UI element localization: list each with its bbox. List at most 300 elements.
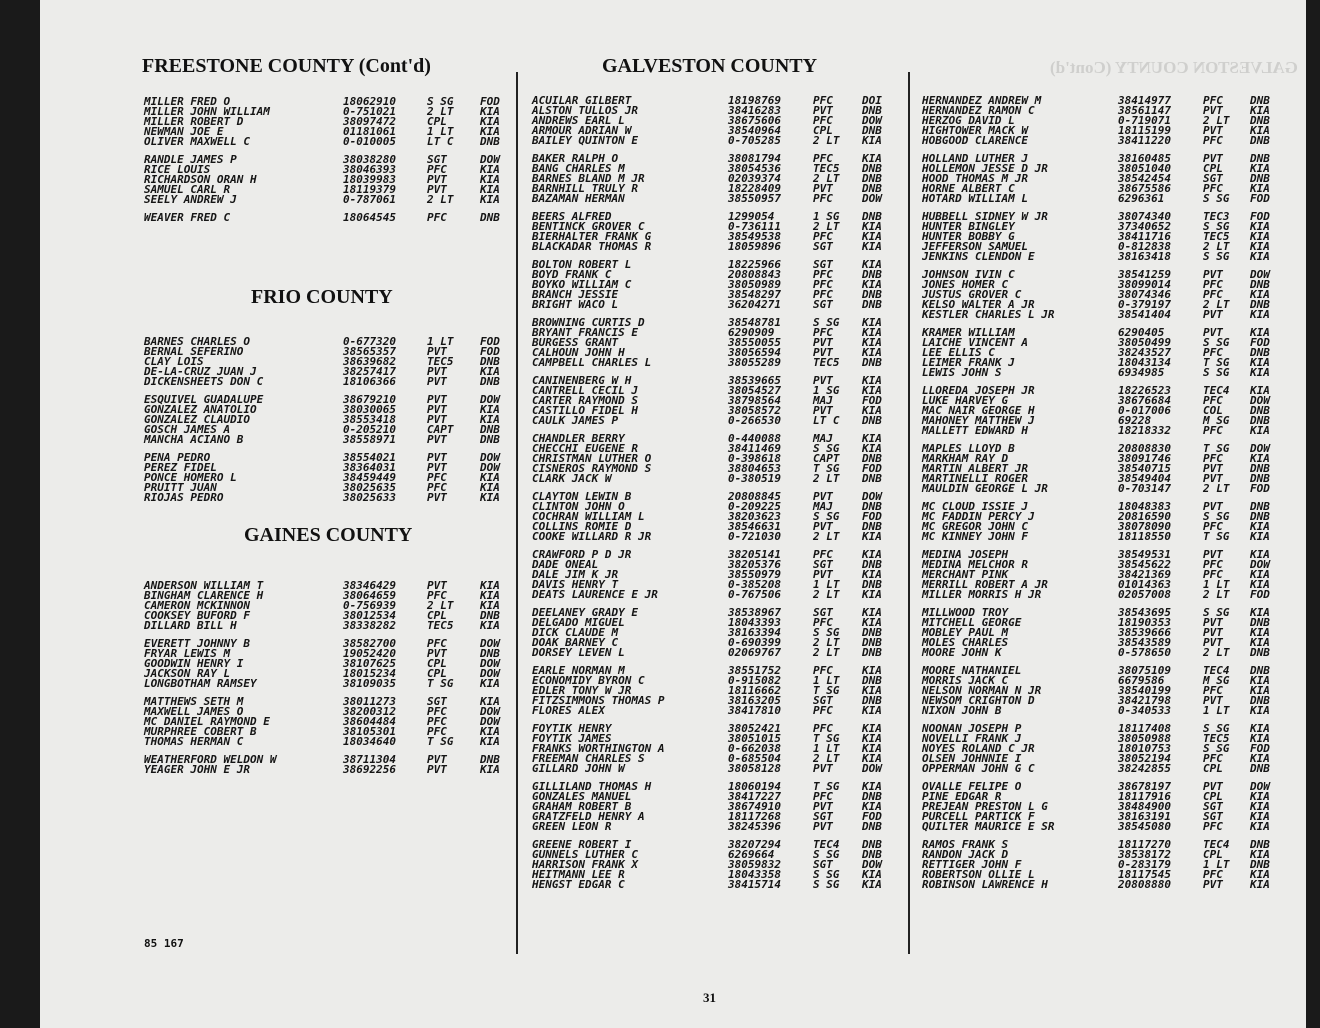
service-number: 0-721030 [728,530,781,543]
rank: PFC [427,163,447,176]
entry-group [922,444,1292,494]
status-code: DNB [1250,858,1270,871]
service-number: 38545622 [1118,558,1171,571]
rank: 2 LT [427,105,454,118]
frio-county-list [144,337,504,511]
casualty-name: HOOD THOMAS M JR [922,172,1028,185]
service-number: 38203623 [728,510,781,523]
casualty-name: HERNANDEZ ANDREW M [922,94,1042,107]
rank: S SG [1203,336,1230,349]
casualty-row [532,880,892,890]
status-code: DNB [1250,472,1270,485]
service-number: 38675606 [728,114,781,127]
service-number: 38200312 [343,705,396,718]
casualty-name: NOONAN JOSEPH P [922,722,1022,735]
service-number: 38639682 [343,355,396,368]
casualty-name: BIERHALTER FRANK G [532,230,652,243]
casualty-name: ANDREWS EARL L [532,114,625,127]
casualty-name: PONCE HOMERO L [144,471,237,484]
rank: TEC5 [427,355,454,368]
service-number: 38030065 [343,403,396,416]
status-code: KIA [1250,250,1270,263]
rank: PFC [427,715,447,728]
status-code: FOD [1250,192,1270,205]
status-code: DNB [1250,414,1270,427]
casualty-name: MILLWOOD TROY [922,606,1009,619]
entry-group [144,337,504,387]
rank: PFC [813,326,833,339]
entry-group [532,666,892,716]
status-code: KIA [862,878,882,891]
casualty-name: KRAMER WILLIAM [922,326,1015,339]
entry-group [922,724,1292,774]
status-code: KIA [1250,732,1270,745]
rank: TEC5 [813,162,840,175]
casualty-name: WEAVER FRED C [144,211,231,224]
rank: PVT [1203,616,1223,629]
bleed-through-text: GALVESTON COUNTY (Cont'd) [1050,58,1298,77]
entry-group [532,154,892,204]
rank: S SG [813,442,840,455]
rank: PFC [1203,288,1223,301]
status-code: FOD [862,810,882,823]
rank: PFC [813,94,833,107]
status-code: KIA [480,163,500,176]
service-number: 18106366 [343,375,396,388]
casualty-name: DILLARD BILL H [144,619,237,632]
status-code: DNB [480,135,500,148]
casualty-name: JEFFERSON SAMUEL [922,240,1028,253]
entry-group [144,697,504,747]
rank: CAPT [813,452,840,465]
rank: PVT [813,104,833,117]
rank: TEC5 [427,619,454,632]
rank: PFC [1203,520,1223,533]
entry-group [922,212,1292,262]
casualty-name: BARNES CHARLES O [144,335,250,348]
rank: PVT [1203,104,1223,117]
casualty-name: PRUITT JUAN [144,481,217,494]
service-number: 38679210 [343,393,396,406]
service-number: 38548297 [728,288,781,301]
status-code: KIA [862,742,882,755]
rank: PVT [813,568,833,581]
casualty-name: NIXON JOHN B [922,704,1002,717]
entry-group [922,608,1292,658]
casualty-name: GRATZFELD HENRY A [532,810,645,823]
rank: 1 SG [813,210,840,223]
service-number: 18117270 [1118,838,1171,851]
casualty-name: HENGST EDGAR C [532,878,625,891]
status-code: KIA [862,732,882,745]
casualty-name: ANDERSON WILLIAM T [144,579,264,592]
casualty-name: MAPLES LLOYD B [922,442,1015,455]
service-number: 6296361 [1118,192,1165,205]
casualty-name: CHANDLER BERRY [532,432,625,445]
casualty-row [532,242,892,252]
status-code: FOD [1250,482,1270,495]
rank: PFC [1203,684,1223,697]
rank: PVT [1203,124,1223,137]
service-number: 18015234 [343,667,396,680]
rank: TEC4 [813,838,840,851]
casualty-name: EVERETT JOHNNY B [144,637,250,650]
service-number: 38364031 [343,461,396,474]
service-number: 6290909 [728,326,775,339]
entry-group [532,550,892,600]
casualty-name: MORRIS JACK C [922,674,1009,687]
rank: PVT [813,336,833,349]
casualty-name: BOYD FRANK C [532,268,612,281]
service-number: 6679586 [1118,674,1165,687]
casualty-row [144,137,504,147]
service-number: 0-205210 [343,423,396,436]
status-code: KIA [480,619,500,632]
casualty-name: MEDINA MELCHOR R [922,558,1028,571]
entry-group [922,502,1292,542]
heading-frio-county: FRIO COUNTY [251,286,393,308]
rank: PVT [813,182,833,195]
service-number: 38243527 [1118,346,1171,359]
rank: PVT [427,413,447,426]
rank: PFC [427,705,447,718]
rank: CPL [1203,762,1223,775]
casualty-name: MILLER JOHN WILLIAM [144,105,270,118]
casualty-row [922,252,1292,262]
rank: PVT [813,762,833,775]
service-number: 38064659 [343,589,396,602]
entry-group [532,212,892,252]
service-number: 38804653 [728,462,781,475]
casualty-name: HEITMANN LEE R [532,868,625,881]
rank: LT C [427,135,454,148]
rank: 2 LT [813,588,840,601]
casualty-name: RANDON JACK D [922,848,1009,861]
casualty-name: KESTLER CHARLES L JR [922,308,1055,321]
entry-group [922,840,1292,890]
status-code: KIA [1250,606,1270,619]
service-number: 38551752 [728,664,781,677]
service-number: 38074346 [1118,288,1171,301]
casualty-name: RETTIGER JOHN F [922,858,1022,871]
casualty-name: ARMOUR ADRIAN W [532,124,632,137]
status-code: DOW [480,393,500,406]
status-code: KIA [862,258,882,271]
service-number: 38415714 [728,878,781,891]
entry-group [144,581,504,631]
service-number: 38416283 [728,104,781,117]
casualty-name: CISNEROS RAYMOND S [532,462,652,475]
service-number: 38549531 [1118,548,1171,561]
service-number: 38546631 [728,520,781,533]
status-code: KIA [1250,800,1270,813]
casualty-row [922,426,1292,436]
casualty-row [922,880,1292,890]
service-number: 38692256 [343,763,396,776]
casualty-name: DORSEY LEVEN L [532,646,625,659]
rank: PVT [427,173,447,186]
casualty-name: CLARK JACK W [532,472,612,485]
status-code: DNB [480,609,500,622]
casualty-row [532,822,892,832]
rank: TEC4 [1203,384,1230,397]
rank: PFC [427,481,447,494]
casualty-name: LEWIS JOHN S [922,366,1002,379]
rank: CPL [1203,848,1223,861]
entry-group [922,154,1292,204]
rank: 2 LT [813,530,840,543]
status-code: DNB [1250,152,1270,165]
casualty-row [532,590,892,600]
rank: PFC [1203,346,1223,359]
rank: 1 LT [813,578,840,591]
casualty-name: NOYES ROLAND C JR [922,742,1035,755]
casualty-name: PEREZ FIDEL [144,461,217,474]
casualty-name: MANCHA ACIANO B [144,433,244,446]
rank: S SG [1203,510,1230,523]
status-code: KIA [1250,790,1270,803]
service-number: 18043134 [1118,356,1171,369]
service-number: 18225966 [728,258,781,271]
service-number: 6269664 [728,848,775,861]
rank: PFC [1203,424,1223,437]
status-code: KIA [1250,868,1270,881]
casualty-row [532,764,892,774]
service-number: 38550979 [728,568,781,581]
status-code: DOW [480,705,500,718]
casualty-name: MARTINELLI ROGER [922,472,1028,485]
rank: T SG [813,780,840,793]
rank: PVT [813,800,833,813]
service-number: 0-812838 [1118,240,1171,253]
casualty-name: MITCHELL GEORGE [922,616,1022,629]
rank: PVT [1203,268,1223,281]
column-divider-right [908,72,910,954]
casualty-name: ACUILAR GILBERT [532,94,632,107]
rank: 1 LT [813,674,840,687]
status-code: DNB [862,268,882,281]
rank: PFC [813,722,833,735]
status-code: KIA [1250,520,1270,533]
rank: COL [1203,404,1223,417]
rank: T SG [427,735,454,748]
status-code: DNB [1250,114,1270,127]
casualty-name: COLLINS ROMIE D [532,520,632,533]
casualty-name: GONZALES MANUEL [532,790,632,803]
service-number: 38207294 [728,838,781,851]
service-number: 0-578650 [1118,646,1171,659]
status-code: KIA [480,105,500,118]
rank: S SG [813,510,840,523]
service-number: 38078090 [1118,520,1171,533]
rank: SGT [1203,800,1223,813]
rank: PVT [1203,152,1223,165]
service-number: 38075109 [1118,664,1171,677]
casualty-row [532,416,892,426]
rank: PVT [1203,636,1223,649]
status-code: KIA [480,193,500,206]
rank: T SG [1203,356,1230,369]
service-number: 38054536 [728,162,781,175]
status-code: KIA [862,384,882,397]
status-code: KIA [1250,626,1270,639]
casualty-name: PENA PEDRO [144,451,211,464]
casualty-row [532,706,892,716]
service-number: 38540964 [728,124,781,137]
casualty-name: GILLILAND THOMAS H [532,780,652,793]
service-number: 38798564 [728,394,781,407]
casualty-name: PURCELL PARTICK F [922,810,1035,823]
status-code: DNB [862,674,882,687]
rank: 1 LT [813,742,840,755]
casualty-name: MILLER ROBERT D [144,115,244,128]
rank: SGT [427,695,447,708]
rank: PFC [813,152,833,165]
service-number: 38050988 [1118,732,1171,745]
service-number: 37340652 [1118,220,1171,233]
rank: PFC [813,230,833,243]
rank: PVT [1203,694,1223,707]
casualty-row [922,484,1292,494]
rank: PFC [1203,452,1223,465]
service-number: 38538172 [1118,848,1171,861]
rank: MAJ [813,394,833,407]
status-code: DNB [862,414,882,427]
rank: M SG [1203,414,1230,427]
casualty-name: HARRISON FRANK X [532,858,638,871]
rank: PFC [427,471,447,484]
freestone-county-list [144,97,504,231]
status-code: DNB [862,848,882,861]
service-number: 38543695 [1118,606,1171,619]
rank: 2 LT [1203,482,1230,495]
status-code: FOD [862,462,882,475]
casualty-name: DELGADO MIGUEL [532,616,625,629]
service-number: 20816590 [1118,510,1171,523]
galveston-county-list-1 [532,96,892,898]
rank: PVT [427,753,447,766]
rank: PFC [1203,134,1223,147]
status-code: KIA [862,616,882,629]
service-number: 18198769 [728,94,781,107]
casualty-name: PINE EDGAR R [922,790,1002,803]
service-number: 38046393 [343,163,396,176]
service-number: 38011273 [343,695,396,708]
service-number: 0-380519 [728,472,781,485]
heading-galveston-county: GALVESTON COUNTY [602,55,818,77]
status-code: DNB [862,646,882,659]
service-number: 38548781 [728,316,781,329]
service-number: 38054527 [728,384,781,397]
casualty-name: DEELANEY GRADY E [532,606,638,619]
rank: TEC5 [1203,732,1230,745]
rank: PFC [813,790,833,803]
rank: TEC5 [813,356,840,369]
service-number: 18226523 [1118,384,1171,397]
casualty-name: LEE ELLIS C [922,346,995,359]
service-number: 0-685504 [728,752,781,765]
status-code: DOW [1250,442,1270,455]
rank: 2 LT [813,220,840,233]
casualty-name: MC KINNEY JOHN F [922,530,1028,543]
casualty-name: GRAHAM ROBERT B [532,800,632,813]
status-code: KIA [480,481,500,494]
status-code: KIA [1250,674,1270,687]
rank: S SG [1203,220,1230,233]
entry-group [532,840,892,890]
casualty-name: BERNAL SEFERINO [144,345,244,358]
service-number: 0-379197 [1118,298,1171,311]
casualty-name: NEWMAN JOE E [144,125,224,138]
status-code: DNB [1250,646,1270,659]
status-code: KIA [480,413,500,426]
casualty-name: SEELY ANDREW J [144,193,237,206]
service-number: 38055289 [728,356,781,369]
rank: TEC5 [1203,230,1230,243]
service-number: 38338282 [343,619,396,632]
status-code: FOD [1250,588,1270,601]
rank: PVT [427,647,447,660]
casualty-name: HIGHTOWER MACK W [922,124,1028,137]
rank: PVT [813,820,833,833]
rank: PFC [1203,558,1223,571]
casualty-name: CHRISTMAN LUTHER O [532,452,652,465]
status-code: FOD [480,345,500,358]
status-code: KIA [1250,240,1270,253]
service-number: 38541404 [1118,308,1171,321]
casualty-name: RAMOS FRANK S [922,838,1009,851]
casualty-name: MAHONEY MATTHEW J [922,414,1035,427]
service-number: 18115199 [1118,124,1171,137]
service-number: 6934985 [1118,366,1165,379]
entry-group [532,608,892,658]
service-number: 0-736111 [728,220,781,233]
service-number: 38105301 [343,725,396,738]
status-code: DOW [862,490,882,503]
rank: PFC [1203,278,1223,291]
service-number: 18043358 [728,868,781,881]
casualty-name: CANINENBERG W H [532,374,632,387]
casualty-name: MALLETT EDWARD H [922,424,1028,437]
service-number: 18117545 [1118,868,1171,881]
casualty-name: COOKSEY BUFORD F [144,609,250,622]
service-number: 38561147 [1118,104,1171,117]
status-code: DNB [862,356,882,369]
casualty-name: ROBERTSON OLLIE L [922,868,1035,881]
status-code: KIA [1250,568,1270,581]
casualty-name: MOLES CHARLES [922,636,1009,649]
status-code: KIA [862,780,882,793]
service-number: 0-662038 [728,742,781,755]
rank: SGT [813,240,833,253]
status-code: DNB [862,162,882,175]
status-code: DNB [862,626,882,639]
casualty-name: OPPERMAN JOHN G C [922,762,1035,775]
rank: CPL [813,124,833,137]
casualty-name: NEWSOM CRIGHTON D [922,694,1035,707]
casualty-name: DOAK BARNEY C [532,636,619,649]
casualty-name: GREEN LEON R [532,820,612,833]
status-code: DOW [862,858,882,871]
entry-group [532,96,892,146]
entry-group [922,550,1292,600]
casualty-name: MC GREGOR JOHN C [922,520,1028,533]
rank: 2 LT [813,134,840,147]
entry-group [922,782,1292,832]
service-number: 38549538 [728,230,781,243]
rank: M SG [1203,674,1230,687]
service-number: 18118550 [1118,530,1171,543]
